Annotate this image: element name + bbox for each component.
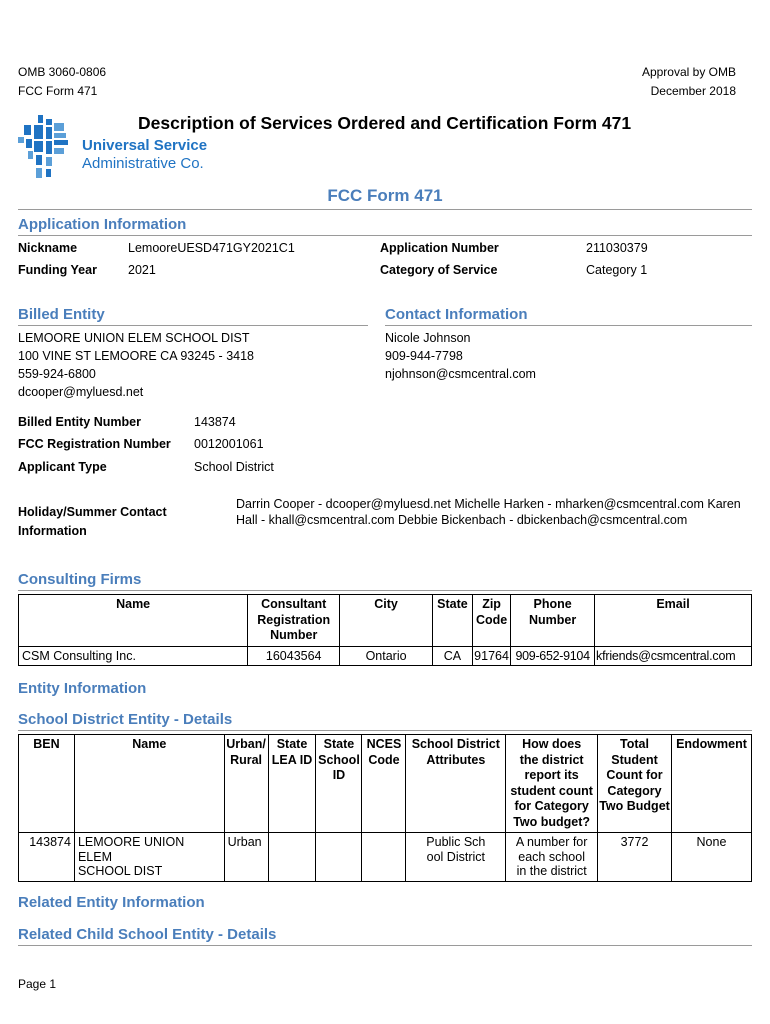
consultant-zip: 91764 bbox=[472, 646, 510, 666]
usac-logo-mark-icon bbox=[16, 113, 80, 185]
entity-state-school-id bbox=[316, 833, 362, 882]
entity-urban-rural: Urban bbox=[224, 833, 268, 882]
col-nces-code: NCES Code bbox=[362, 735, 406, 833]
approval-text: Approval by OMB bbox=[641, 65, 736, 79]
entity-header-row bbox=[19, 735, 752, 833]
entity-endowment: None bbox=[671, 833, 751, 882]
application-divider bbox=[18, 235, 752, 236]
col-state-school-id: State School ID bbox=[316, 735, 362, 833]
consultant-registration-number: 16043564 bbox=[248, 646, 340, 666]
consultant-name: CSM Consulting Inc. bbox=[19, 646, 248, 666]
approval-date: December 2018 bbox=[650, 84, 736, 98]
consulting-section-title: Consulting Firms bbox=[18, 571, 142, 588]
category-value: Category 1 bbox=[586, 263, 648, 277]
entity-ben: 143874 bbox=[19, 833, 75, 882]
col-name: Name bbox=[19, 595, 248, 647]
holiday-contact-label-2: Information bbox=[18, 524, 87, 538]
form-number: FCC Form 471 bbox=[18, 84, 98, 98]
consultant-phone: 909-652-9104 bbox=[511, 646, 595, 666]
nickname-label: Nickname bbox=[18, 241, 78, 255]
billed-entity-email: dcooper@myluesd.net bbox=[18, 385, 144, 399]
billed-entity-phone: 559-924-6800 bbox=[18, 367, 96, 381]
entity-name: LEMOORE UNION ELEM SCHOOL DIST bbox=[74, 833, 224, 882]
col-consultant-registration: Consultant Registration Number bbox=[248, 595, 340, 647]
consulting-header-row bbox=[19, 595, 752, 647]
entity-student-count-method: A number for each school in the district bbox=[506, 833, 598, 882]
related-entity-title: Related Entity Information bbox=[18, 894, 205, 911]
contact-phone: 909-944-7798 bbox=[385, 349, 463, 363]
applicant-type-value: School District bbox=[194, 460, 274, 474]
entity-total-student-count: 3772 bbox=[598, 833, 672, 882]
col-endowment: Endowment bbox=[671, 735, 751, 833]
billed-entity-number-value: 143874 bbox=[194, 415, 236, 429]
page-number: Page 1 bbox=[18, 977, 57, 991]
billed-entity-divider bbox=[18, 325, 368, 326]
fcc-registration-label: FCC Registration Number bbox=[18, 437, 171, 451]
consultant-email: kfriends@csmcentral.com bbox=[595, 646, 752, 666]
category-label: Category of Service bbox=[380, 263, 498, 277]
form-title: FCC Form 471 bbox=[327, 186, 443, 205]
holiday-contact-label: Holiday/Summer Contact bbox=[18, 505, 167, 519]
col-total-student-count: Total Student Count for Category Two Budget bbox=[598, 735, 672, 833]
contact-name: Nicole Johnson bbox=[385, 331, 471, 345]
school-district-subtitle: School District Entity - Details bbox=[18, 711, 233, 728]
entity-district-attributes: Public Sch ool District bbox=[406, 833, 506, 882]
application-number-value: 211030379 bbox=[586, 241, 648, 255]
related-divider bbox=[18, 945, 752, 946]
funding-year-label: Funding Year bbox=[18, 263, 97, 277]
billed-entity-address: 100 VINE ST LEMOORE CA 93245 - 3418 bbox=[18, 349, 255, 363]
col-entity-name: Name bbox=[74, 735, 224, 833]
entity-section-title: Entity Information bbox=[18, 680, 147, 697]
col-state: State bbox=[432, 595, 472, 647]
holiday-contact-value-2: Hall - khall@csmcentral.com Debbie Bickenbach - dbickenbach@csmcentral.com bbox=[236, 513, 688, 527]
col-email: Email bbox=[595, 595, 752, 647]
contact-title: Contact Information bbox=[385, 306, 528, 323]
entity-table bbox=[18, 734, 752, 882]
application-number-label: Application Number bbox=[380, 241, 499, 255]
billed-entity-number-label: Billed Entity Number bbox=[18, 415, 141, 429]
billed-entity-name: LEMOORE UNION ELEM SCHOOL DIST bbox=[18, 331, 250, 345]
logo-text-line1: Universal Service bbox=[82, 137, 208, 154]
consultant-state: CA bbox=[432, 646, 472, 666]
col-state-lea-id: State LEA ID bbox=[268, 735, 316, 833]
main-title: Description of Services Ordered and Certification Form 471 bbox=[138, 113, 632, 133]
table-row bbox=[19, 833, 752, 882]
entity-nces-code bbox=[362, 833, 406, 882]
entity-divider bbox=[18, 730, 752, 731]
billed-entity-title: Billed Entity bbox=[18, 306, 105, 323]
application-section-title: Application Information bbox=[18, 216, 187, 233]
col-urban-rural: Urban/ Rural bbox=[224, 735, 268, 833]
funding-year-value: 2021 bbox=[128, 263, 156, 277]
table-row bbox=[19, 646, 752, 666]
fcc-registration-value: 0012001061 bbox=[194, 437, 264, 451]
logo-text-line2: Administrative Co. bbox=[82, 155, 204, 172]
applicant-type-label: Applicant Type bbox=[18, 460, 107, 474]
holiday-contact-value: Darrin Cooper - dcooper@myluesd.net Michelle Harken - mharken@csmcentral.com Karen bbox=[236, 497, 741, 511]
consulting-divider bbox=[18, 590, 752, 591]
col-zip: Zip Code bbox=[472, 595, 510, 647]
col-student-count-method: How does the district report its student count for Category Two budget? bbox=[506, 735, 598, 833]
col-city: City bbox=[340, 595, 433, 647]
col-phone: Phone Number bbox=[511, 595, 595, 647]
contact-email: njohnson@csmcentral.com bbox=[385, 367, 536, 381]
omb-number: OMB 3060-0806 bbox=[18, 65, 107, 79]
consultant-city: Ontario bbox=[340, 646, 433, 666]
related-child-subtitle: Related Child School Entity - Details bbox=[18, 926, 277, 943]
contact-divider bbox=[385, 325, 752, 326]
usac-logo bbox=[16, 113, 216, 185]
title-divider bbox=[18, 209, 752, 210]
col-district-attributes: School District Attributes bbox=[406, 735, 506, 833]
entity-state-lea-id bbox=[268, 833, 316, 882]
col-ben: BEN bbox=[19, 735, 75, 833]
consulting-table bbox=[18, 594, 752, 666]
nickname-value: LemooreUESD471GY2021C1 bbox=[128, 241, 295, 255]
